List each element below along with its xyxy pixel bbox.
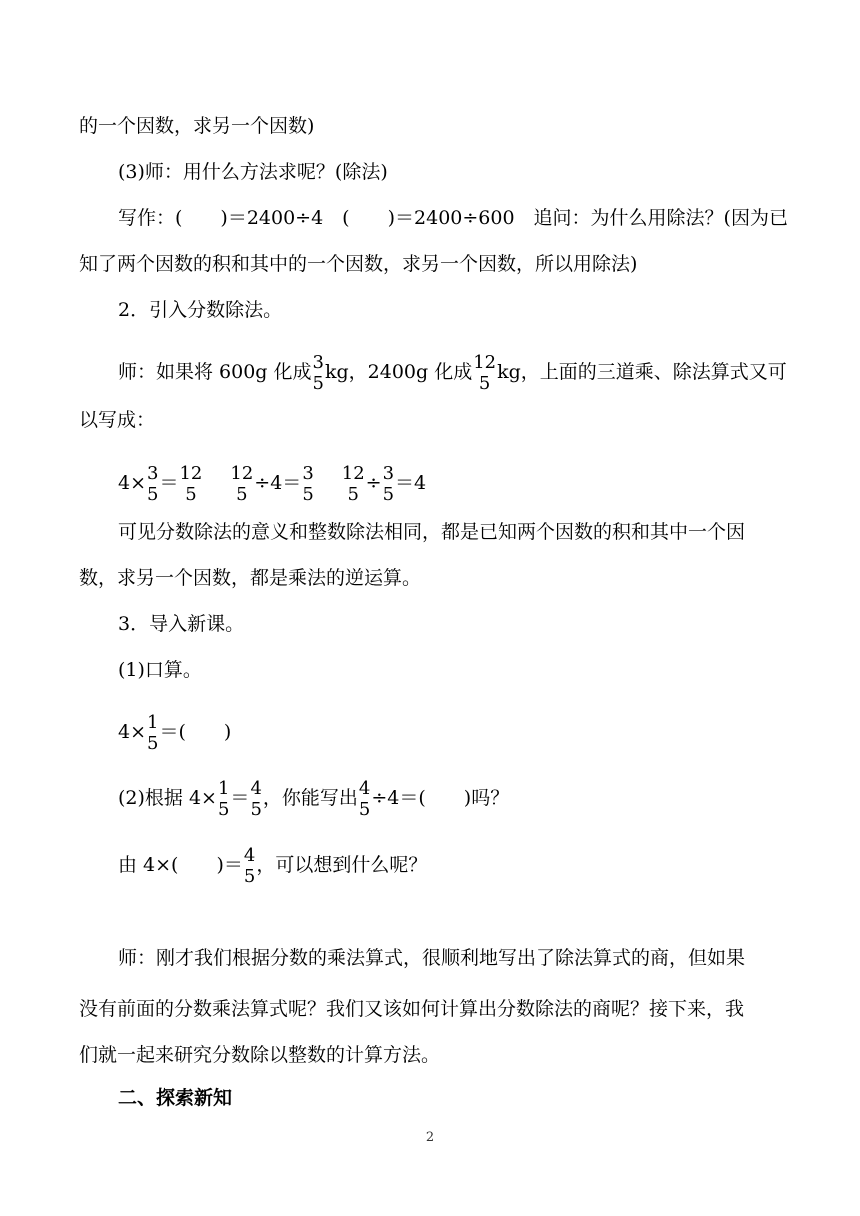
numerator: 4 [243, 845, 256, 866]
fraction-twelve-fifths [342, 463, 365, 505]
fraction-four-fifths [244, 845, 255, 887]
text-span: kg，上面的三道乘、除法算式又可 [497, 361, 787, 383]
text-span: kg，2400g 化成 [324, 361, 473, 383]
denominator: 5 [243, 866, 256, 887]
fraction-twelve-fifths [473, 352, 496, 394]
text-span: 师：如果将 600g 化成 [118, 361, 312, 383]
equation-text: 4× [118, 472, 147, 494]
text-line: (3)师：用什么方法求呢？(除法) [118, 161, 388, 183]
denominator: 5 [358, 799, 371, 820]
fraction-three-fifths [302, 463, 313, 505]
numerator: 12 [179, 463, 203, 484]
equation-line [118, 712, 231, 754]
numerator: 3 [147, 463, 159, 484]
equation-text: ＝ [159, 472, 179, 494]
text-line [118, 352, 787, 394]
text-line [118, 778, 509, 820]
fraction-one-fifth [218, 778, 229, 820]
numerator: 12 [230, 463, 254, 484]
denominator: 5 [217, 799, 230, 820]
equation-text: 4× [118, 721, 147, 743]
text-span: ，可以想到什么呢？ [256, 854, 428, 876]
denominator: 5 [185, 484, 197, 505]
fraction-three-fifths [383, 463, 394, 505]
equation-text: ÷4＝ [254, 472, 302, 494]
text-line: 没有前面的分数乘法算式呢？我们又该如何计算出分数除法的商呢？接下来，我 [79, 998, 745, 1020]
text-line: 们就一起来研究分数除以整数的计算方法。 [79, 1044, 441, 1066]
numerator: 12 [341, 463, 365, 484]
text-line: 数，求另一个因数，都是乘法的逆运算。 [79, 567, 422, 589]
text-span: ÷4＝( )吗？ [371, 787, 510, 809]
text-line: 以写成： [79, 409, 156, 431]
fraction-three-fifths [147, 463, 158, 505]
numerator: 12 [473, 352, 497, 373]
numerator: 1 [217, 778, 230, 799]
text-line: 写作：( )＝2400÷4 ( )＝2400÷600 追问：为什么用除法？(因为已 [118, 207, 788, 229]
numerator: 3 [302, 463, 314, 484]
section-heading: 3．导入新课。 [118, 613, 245, 635]
equation-line [118, 463, 426, 505]
numerator: 3 [382, 463, 395, 484]
equation-text: ＝( ) [159, 721, 232, 743]
page-number: 2 [425, 1130, 435, 1145]
denominator: 5 [347, 484, 359, 505]
denominator: 5 [302, 484, 314, 505]
fraction-four-fifths [250, 778, 261, 820]
denominator: 5 [147, 484, 159, 505]
numerator: 1 [147, 712, 159, 733]
numerator: 4 [250, 778, 262, 799]
fraction-twelve-fifths [179, 463, 202, 505]
text-span: (2)根据 4× [118, 787, 217, 809]
text-line: (1)口算。 [118, 659, 202, 681]
denominator: 5 [478, 373, 491, 394]
denominator: 5 [312, 373, 324, 394]
denominator: 5 [236, 484, 248, 505]
text-span: ，你能写出 [262, 787, 358, 809]
text-line: 师：刚才我们根据分数的乘法算式，很顺利地写出了除法算式的商，但如果 [118, 947, 746, 969]
fraction-four-fifths [359, 778, 370, 820]
denominator: 5 [382, 484, 395, 505]
text-line: 的一个因数，求另一个因数) [79, 115, 315, 137]
equation-text: ÷ [365, 472, 382, 494]
numerator: 3 [312, 352, 324, 373]
text-span: ＝ [230, 787, 250, 809]
text-span: 由 4×( )＝ [118, 854, 243, 876]
text-line: 知了两个因数的积和其中的一个因数，求另一个因数，所以用除法) [79, 253, 638, 275]
section-heading: 2．引入分数除法。 [118, 299, 283, 321]
text-line [118, 845, 427, 887]
equation-text: ＝4 [395, 472, 427, 494]
fraction-three-fifths [313, 352, 324, 394]
text-line: 可见分数除法的意义和整数除法相同，都是已知两个因数的积和其中一个因 [118, 521, 746, 543]
fraction-one-fifth [147, 712, 158, 754]
section-heading: 二、探索新知 [118, 1087, 233, 1109]
denominator: 5 [250, 799, 262, 820]
fraction-twelve-fifths [230, 463, 253, 505]
numerator: 4 [358, 778, 371, 799]
denominator: 5 [147, 733, 159, 754]
